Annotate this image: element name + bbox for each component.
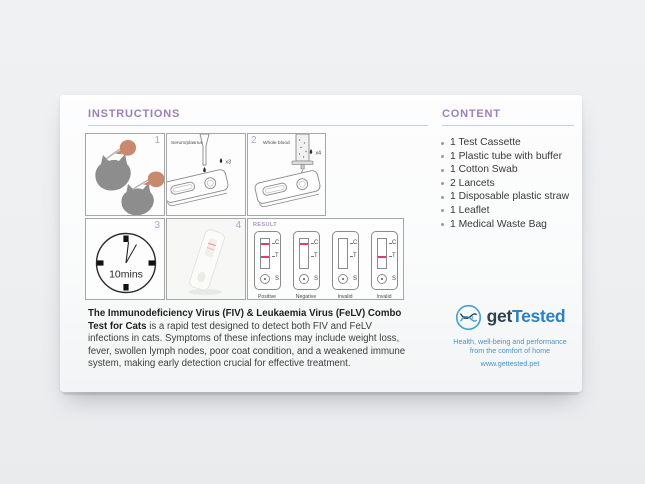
result-cassette-label: Invalid [376,294,392,300]
cassette-diagram [371,231,398,290]
t-line-label: T [314,253,318,259]
bullet-icon [441,196,444,199]
step-number: 3 [154,220,160,231]
t-line-label: T [392,253,396,259]
hand-silhouette [148,172,165,188]
description-body: is a rapid test designed to detect both FIV and FeLV infections in cats. Symptoms of these infections may include weight loss, fever, swollen lymph nodes, poor coat condition, and a weakened immune system, making early detection crucial for effective treatment. [88,320,406,369]
result-cassette [370,231,398,300]
result-cassettes [248,231,403,300]
c-line-label: C [392,240,397,246]
serum-application-illustration [167,134,246,216]
sample-well-icon [338,274,348,284]
blood-application-illustration [248,134,326,216]
bullet-icon [441,169,444,172]
content-item-label: 1 Plastic tube with buffer [450,150,562,162]
product-box-back [60,95,582,392]
droplet-icon [310,149,313,154]
s-well-label: S [353,276,358,282]
content-item-label: 1 Leaflet [450,204,490,216]
instructions-title: INSTRUCTIONS [88,108,181,120]
hand-silhouette [120,140,136,156]
brand-tagline [428,338,592,356]
product-description [88,308,412,371]
cassette-window [377,238,387,269]
result-panel [247,218,404,300]
s-well-label: S [275,276,280,282]
content-rule [442,125,574,126]
bullet-icon [441,155,444,158]
sample-well-icon [299,274,309,284]
t-line-label: T [353,253,357,259]
bullet-icon [441,209,444,212]
content-item-label: 1 Cotton Swab [450,164,518,176]
result-cassette [292,231,320,300]
brand-website: www.gettested.pet [480,359,540,368]
cassette-window [299,238,309,269]
s-well-label: S [392,276,397,282]
cassette-diagram [254,231,281,290]
brand-name-tested: Tested [512,306,566,327]
tagline-line-2: from the comfort of home [469,345,551,355]
brand-name [487,308,566,326]
instruction-step-1-panel [85,133,165,216]
swab-stick [106,149,120,159]
pipette-icon [200,134,209,165]
content-title: CONTENT [442,108,501,120]
result-cassette [253,231,281,300]
result-title: RESULT [253,222,277,228]
cats-sampling-illustration [86,134,165,216]
content-item-label: 2 Lancets [450,177,495,189]
clock-icon [86,219,165,300]
drop-count: x3 [225,159,231,166]
result-cassette-label: Positive [257,294,277,300]
s-well-label: S [314,276,319,282]
description-bold-intro: The Immunodeficiency Virus (FIV) & Leukaemia Virus (FeLV) Combo Test for Cats [88,308,402,332]
result-cassette [331,231,359,300]
content-item-label: 1 Test Cassette [450,137,521,148]
content-list-item [441,191,569,205]
c-line-label: C [275,240,280,246]
instruction-step-2-blood-panel [247,133,326,216]
dna-circle-icon [455,304,482,331]
content-list-item [441,178,569,192]
straw-icon [296,134,309,161]
content-list-item [441,137,569,151]
instruction-step-2-serum-panel [166,133,246,216]
test-cassette-outline [254,170,322,208]
step-number: 2 [251,135,257,146]
test-cassette-outline [167,169,230,207]
bullet-icon [441,182,444,185]
bullet-icon [441,223,444,226]
step-number: 4 [235,220,241,231]
instructions-rule [88,125,428,126]
cassette-window [338,238,348,269]
brand-name-get: get [486,306,513,327]
content-list-item [441,205,569,219]
cat-head-silhouette [121,183,153,215]
cassette-diagram [293,231,320,290]
content-list-item [441,219,569,233]
content-list-item [441,151,569,165]
sample-well-icon [377,274,387,284]
droplet-icon [220,158,223,163]
cassette-photo-illustration [167,219,246,300]
step-number: 1 [154,135,160,146]
sample-well-icon [260,274,270,284]
c-line-label: C [353,240,358,246]
content-item-label: 1 Disposable plastic straw [450,191,570,203]
cassette-window [260,238,270,269]
drop-count: x4 [315,150,321,157]
content-item-label: 1 Medical Waste Bag [450,218,547,230]
cat-head-silhouette [95,154,130,191]
brand-logo [428,302,592,332]
t-line-label: T [275,253,279,259]
serum-label: Serum/plasma [171,141,202,146]
droplet-icon [203,167,206,172]
blood-label: Whole blood [263,141,290,146]
content-list [441,137,569,232]
cassette-diagram [332,231,359,290]
instruction-step-3-panel [85,218,165,300]
instruction-step-4-panel [166,218,246,300]
result-cassette-label: Negative [295,294,317,300]
content-list-item [441,164,569,178]
tagline-line-1: Health, well-being and performance [453,337,567,346]
result-cassette-label: Invalid [337,294,353,300]
timer-duration: 10mins [109,268,143,281]
bullet-icon [441,142,444,145]
c-line-label: C [314,240,319,246]
